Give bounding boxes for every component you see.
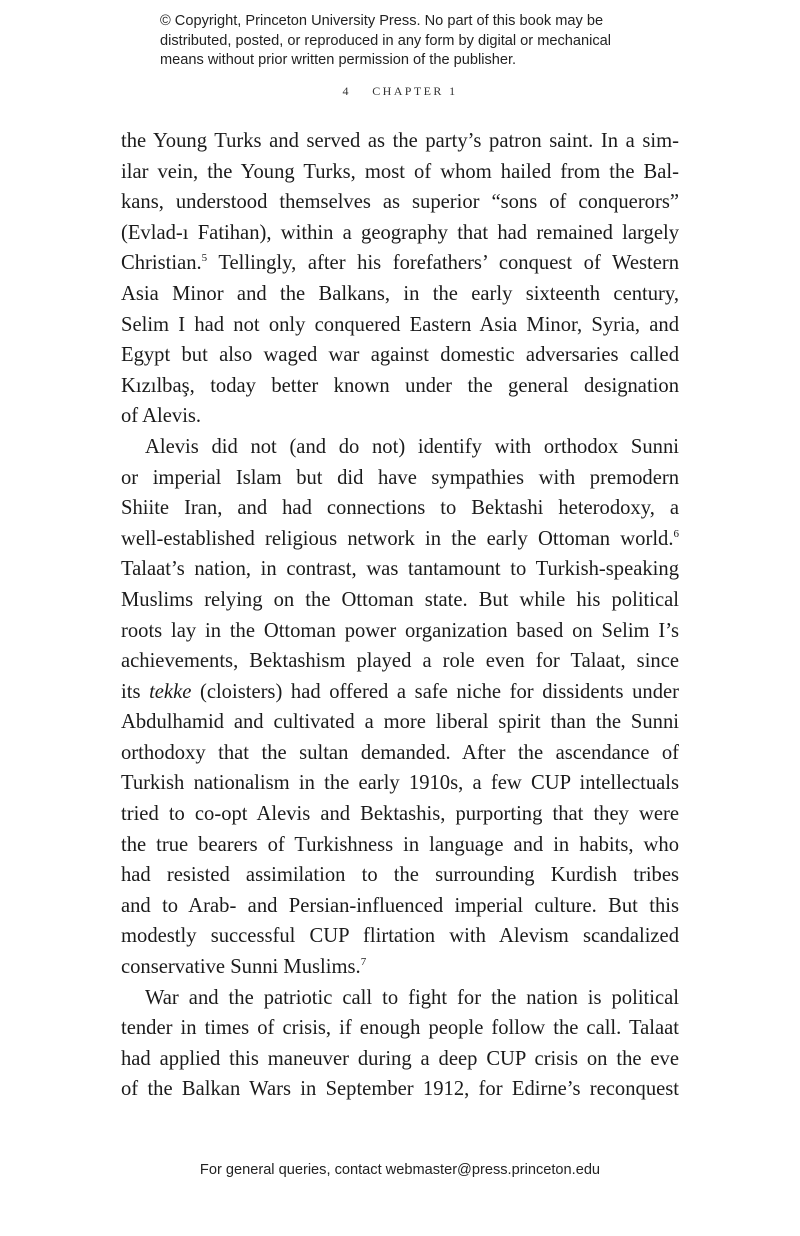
text-line: of Alevis. [121,405,202,428]
text-line: roots lay in the Ottoman power organization based on Selim I’s [121,619,679,642]
text-line: kans, understood themselves as superior “sons of conquerors” [121,191,679,214]
text-line: or imperial Islam but did have sympathies with premodern [121,466,679,489]
text-line: the true bearers of Turkishness in language and in habits, who [121,833,679,856]
text-line: (Evlad-ı Fatihan), within a geography that had remained largely [121,221,679,244]
text-line [121,524,679,555]
text-line: War and the patriotic call to fight for the nation is political [145,986,679,1009]
footer-contact: For general queries, contact webmaster@press.princeton.edu [199,1162,601,1178]
text-line: orthodoxy that the sultan demanded. After the ascendance of [121,741,679,764]
page-number: 4 [342,84,351,98]
footnote-ref-5[interactable]: 5 [201,252,208,265]
text-line: had resisted assimilation to the surrounding Kurdish tribes [121,864,679,887]
text-fragment: well-established religious network in the early Ottoman world. [121,527,674,550]
paragraph-1 [121,126,679,432]
text-line: Talaat’s nation, in contrast, was tantamount to Turkish-speaking [121,558,679,581]
text-line: Shiite Iran, and had connections to Bektashi heterodoxy, a [121,497,679,520]
chapter-label: CHAPTER 1 [372,84,458,98]
text-line: and to Arab- and Persian-influenced imperial culture. But this [121,894,679,917]
footnote-ref-7[interactable]: 7 [360,956,367,969]
text-line [121,248,679,279]
text-line: Egypt but also waged war against domestic adversaries called [121,344,679,367]
italic-term: tekke [149,680,192,703]
body-text [121,126,679,1105]
text-fragment: Tellingly, after his forefathers’ conquest of Western [207,252,679,275]
paragraph-2 [121,432,679,983]
text-line: the Young Turks and served as the party’s patron saint. In a sim- [121,130,679,152]
paragraph-3 [121,983,679,1105]
text-line: Selim I had not only conquered Eastern Asia Minor, Syria, and [121,313,679,336]
running-head [0,84,800,99]
text-line: Kızılbaş, today better known under the general designation [121,374,679,397]
text-line: of the Balkan Wars in September 1912, for Edirne’s reconquest [121,1078,679,1101]
text-line: Turkish nationalism in the early 1910s, a few CUP intellectuals [121,772,679,795]
copyright-line: means without prior written permission of the publisher. [160,52,517,68]
copyright-line: © Copyright, Princeton University Press. No part of this book may be [160,13,604,29]
copyright-notice [160,12,680,71]
text-line: Asia Minor and the Balkans, in the early sixteenth century, [121,282,679,305]
text-fragment: its [121,680,150,703]
text-line: achievements, Bektashism played a role even for Talaat, since [121,650,679,673]
text-line: ilar vein, the Young Turks, most of whom hailed from the Bal- [121,160,679,183]
text-line: Abdulhamid and cultivated a more liberal spirit than the Sunni [121,711,679,734]
text-line: tender in times of crisis, if enough people follow the call. Talaat [121,1017,679,1040]
text-line: Muslims relying on the Ottoman state. But while his political [121,588,679,611]
text-fragment: (cloisters) had offered a safe niche for dissidents under [191,680,679,703]
text-line: Alevis did not (and do not) identify with orthodox Sunni [145,435,679,458]
text-line: tried to co-opt Alevis and Bektashis, purporting that they were [121,803,679,826]
text-fragment: Christian. [121,252,202,275]
footnote-ref-6[interactable]: 6 [673,527,679,540]
text-line [121,677,679,708]
text-fragment: conservative Sunni Muslims. [121,956,361,979]
copyright-line: distributed, posted, or reproduced in any form by digital or mechanical [160,32,612,49]
text-line [121,952,679,983]
text-line: had applied this maneuver during a deep CUP crisis on the eve [121,1047,679,1070]
text-line: modestly successful CUP flirtation with Alevism scandalized [121,925,679,948]
